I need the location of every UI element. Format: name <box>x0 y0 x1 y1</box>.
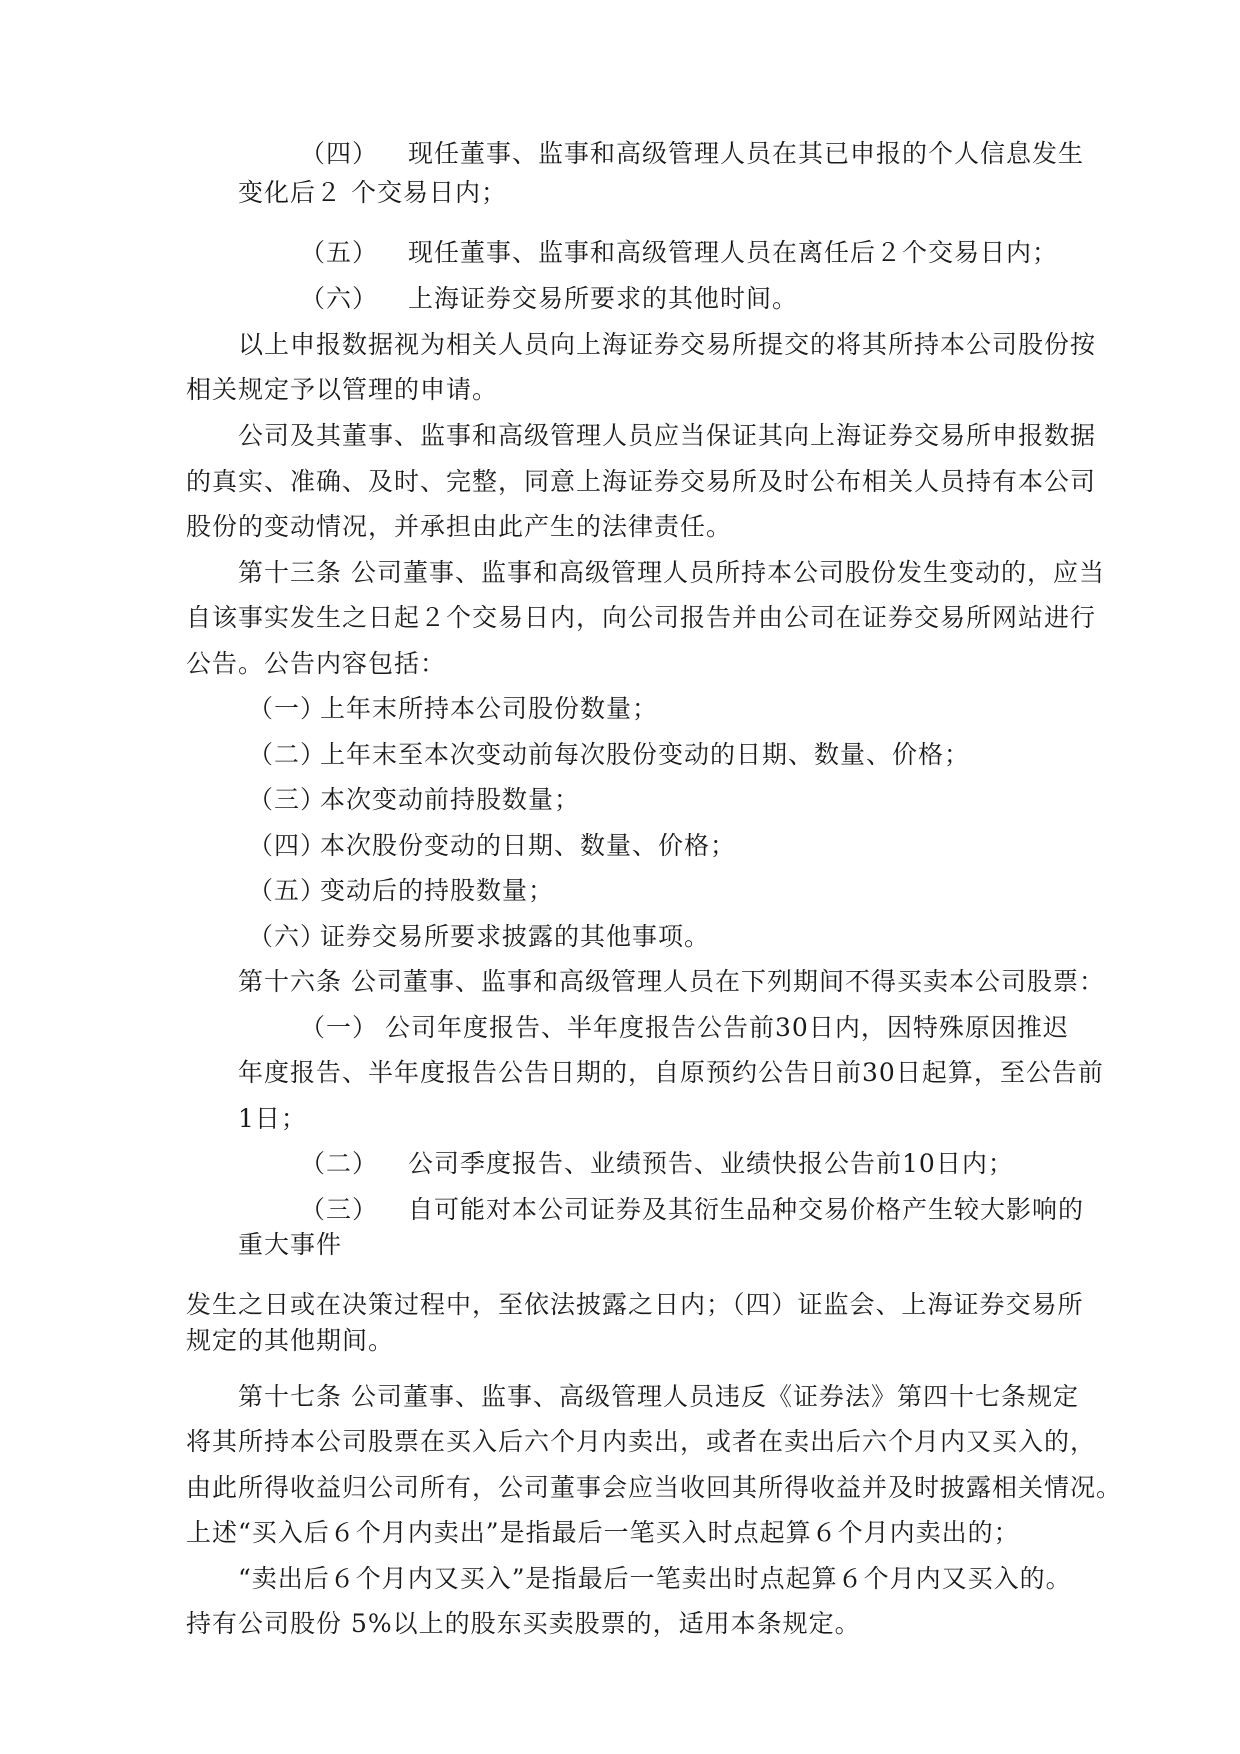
list-marker: （二） <box>248 740 327 769</box>
list-text: 本次股份变动的日期、数量、价格； <box>320 831 737 860</box>
paragraph-line: 由此所得收益归公司所有，公司董事会应当收回其所得收益并及时披露相关情况。 <box>186 1473 1123 1502</box>
list-text: 本次变动前持股数量； <box>320 785 581 814</box>
paragraph-line: 的真实、准确、及时、完整，同意上海证券交易所及时公布相关人员持有本公司 <box>186 467 1097 496</box>
article-heading-line: 第十六条 公司董事、监事和高级管理人员在下列期间不得买卖本公司股票： <box>238 967 1105 996</box>
paragraph-line: 持有公司股份 5%以上的股东买卖股票的，适用本条规定。 <box>186 1609 861 1638</box>
list-marker: （六） <box>248 922 327 951</box>
list-text: 上年末至本次变动前每次股份变动的日期、数量、价格； <box>320 740 971 769</box>
list-text: 变动后的持股数量； <box>320 876 555 905</box>
list-text: 上年末所持本公司股份数量； <box>320 694 659 723</box>
list-marker: （二） <box>300 1149 379 1178</box>
paragraph-line: 股份的变动情况，并承担由此产生的法律责任。 <box>186 512 733 541</box>
article-heading-line: 第十三条 公司董事、监事和高级管理人员所持本公司股份发生变动的，应当 <box>238 558 1105 587</box>
paragraph-line: “卖出后６个月内又买入”是指最后一笔卖出时点起算６个月内又买入的。 <box>238 1564 1072 1593</box>
list-text: 上海证券交易所要求的其他时间。 <box>408 284 799 313</box>
list-item-continuation: 重大事件 <box>238 1230 343 1259</box>
paragraph-line: 相关规定予以管理的申请。 <box>186 375 499 404</box>
list-text: 现任董事、监事和高级管理人员在离任后２个交易日内； <box>408 238 1059 267</box>
paragraph-line: 公告。公告内容包括： <box>186 649 447 678</box>
list-text: 现任董事、监事和高级管理人员在其已申报的个人信息发生 <box>408 139 1085 168</box>
list-marker: （四） <box>248 831 327 860</box>
list-marker: （五） <box>300 238 379 267</box>
list-marker: （三） <box>300 1195 379 1224</box>
paragraph-line: 自该事实发生之日起２个交易日内，向公司报告并由公司在证券交易所网站进行 <box>186 603 1097 632</box>
article-heading-line: 第十七条 公司董事、监事、高级管理人员违反《证券法》第四十七条规定 <box>238 1382 1079 1411</box>
list-item-continuation: 变化后２ 个交易日内； <box>238 178 507 207</box>
list-text: 自可能对本公司证券及其衍生品种交易价格产生较大影响的 <box>408 1195 1085 1224</box>
list-item-continuation: 1日； <box>238 1104 307 1133</box>
list-marker: （三） <box>248 785 327 814</box>
paragraph-line: 上述“买入后６个月内卖出”是指最后一笔买入时点起算６个月内卖出的； <box>186 1518 1020 1547</box>
list-text: 证券交易所要求披露的其他事项。 <box>320 922 711 951</box>
list-marker: （一） <box>248 694 327 723</box>
paragraph-line: 将其所持本公司股票在买入后六个月内卖出，或者在卖出后六个月内又买入的， <box>186 1427 1097 1456</box>
list-marker: （六） <box>300 284 379 313</box>
paragraph-line: 发生之日或在决策过程中，至依法披露之日内；（四）证监会、上海证券交易所 <box>186 1290 1084 1319</box>
paragraph-line: 规定的其他期间。 <box>186 1326 395 1355</box>
list-marker: （一） <box>300 1013 379 1042</box>
paragraph-line: 公司及其董事、监事和高级管理人员应当保证其向上海证券交易所申报数据 <box>238 421 1097 450</box>
list-marker: （四） <box>300 139 379 168</box>
list-marker: （五） <box>248 876 327 905</box>
list-text: 公司季度报告、业绩预告、业绩快报公告前10日内； <box>408 1149 1014 1178</box>
list-item-continuation: 年度报告、半年度报告公告日期的，自原预约公告日前30日起算，至公告前 <box>238 1058 1104 1087</box>
list-text: 公司年度报告、半年度报告公告前30日内，因特殊原因推迟 <box>385 1013 1069 1042</box>
paragraph-line: 以上申报数据视为相关人员向上海证券交易所提交的将其所持本公司股份按 <box>238 330 1097 359</box>
